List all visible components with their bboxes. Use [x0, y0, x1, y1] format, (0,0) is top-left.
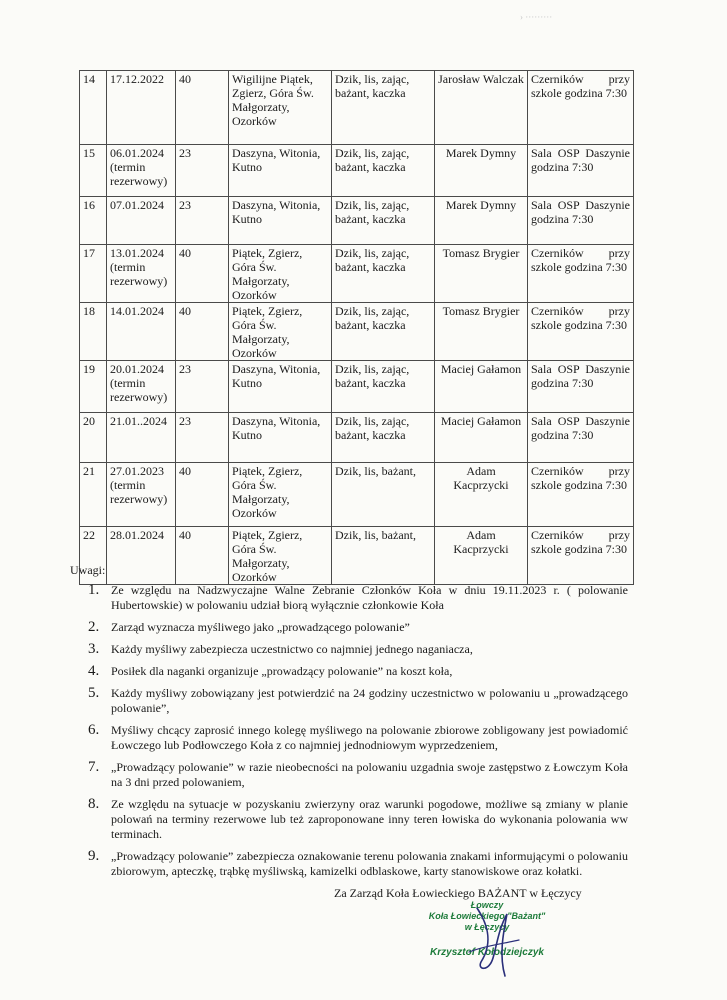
- cell-number: 21: [80, 463, 107, 527]
- cell-meeting-place: Sala OSP Daszynie godzina 7:30: [528, 361, 634, 413]
- signature-stroke: [477, 908, 507, 976]
- cell-date: 07.01.2024: [107, 197, 176, 245]
- note-text: „Prowadzący polowanie” w razie nieobecności na polowaniu uzgadnia swoje zastępstwo z Łowczym Koła na 3 dni przed polowaniem,: [111, 760, 628, 789]
- notes-list: [88, 583, 628, 886]
- signature-flourish: [469, 940, 519, 952]
- signature-caption: Za Zarząd Koła Łowieckiego BAŻANT w Łęczycy: [334, 886, 582, 900]
- cell-leader: Adam Kacprzycki: [435, 463, 528, 527]
- note-item: [88, 849, 628, 879]
- cell-date: 28.01.2024: [107, 527, 176, 585]
- note-number: 3.: [88, 641, 100, 657]
- table-row: [80, 145, 634, 197]
- faint-header-mark: › ·········: [520, 12, 553, 22]
- note-text: „Prowadzący polowanie” zabezpiecza oznakowanie terenu polowania znakami informującymi o polowaniu zbiorowym, apteczkę, trąbkę myśliwską, kamizelki odblaskowe, karty stanowiskowe oraz kołatki.: [111, 849, 628, 878]
- cell-participants: 23: [176, 413, 229, 463]
- table-row: [80, 463, 634, 527]
- stamp-line-title: Łowczy: [470, 900, 504, 910]
- note-number: 7.: [88, 759, 100, 775]
- note-text: Ze względu na sytuacje w pozyskaniu zwierzyny oraz warunki pogodowe, możliwe są zmiany w planie polowań na terminy rezerwowe lub też zaproponowane inny teren łowiska do wykonania polowania ww terminach.: [111, 797, 628, 841]
- cell-game: Dzik, lis, zając, bażant, kaczka: [332, 303, 435, 361]
- cell-number: 15: [80, 145, 107, 197]
- cell-game: Dzik, lis, zając, bażant, kaczka: [332, 361, 435, 413]
- table-row: [80, 527, 634, 585]
- cell-participants: 40: [176, 245, 229, 303]
- cell-number: 17: [80, 245, 107, 303]
- cell-number: 20: [80, 413, 107, 463]
- note-item: [88, 642, 628, 657]
- cell-participants: 23: [176, 145, 229, 197]
- cell-meeting-place: Czerników przy szkole godzina 7:30: [528, 245, 634, 303]
- cell-game: Dzik, lis, zając, bażant, kaczka: [332, 145, 435, 197]
- cell-number: 14: [80, 71, 107, 145]
- cell-leader: Jarosław Walczak: [435, 71, 528, 145]
- cell-game: Dzik, lis, zając, bażant, kaczka: [332, 197, 435, 245]
- table-row: [80, 303, 634, 361]
- note-number: 8.: [88, 796, 100, 812]
- cell-number: 22: [80, 527, 107, 585]
- cell-area: Daszyna, Witonia, Kutno: [229, 361, 332, 413]
- cell-area: Daszyna, Witonia, Kutno: [229, 197, 332, 245]
- cell-participants: 23: [176, 361, 229, 413]
- cell-meeting-place: Czerników przy szkole godzina 7:30: [528, 303, 634, 361]
- cell-date: 13.01.2024 (termin rezerwowy): [107, 245, 176, 303]
- note-text: Każdy myśliwy zabezpiecza uczestnictwo co najmniej jednego naganiacza,: [111, 642, 473, 656]
- note-number: 6.: [88, 722, 100, 738]
- cell-meeting-place: Czerników przy szkole godzina 7:30: [528, 527, 634, 585]
- cell-date: 14.01.2024: [107, 303, 176, 361]
- note-item: [88, 723, 628, 753]
- cell-leader: Marek Dymny: [435, 145, 528, 197]
- note-item: [88, 620, 628, 635]
- cell-meeting-place: Sala OSP Daszynie godzina 7:30: [528, 145, 634, 197]
- cell-date: 06.01.2024 (termin rezerwowy): [107, 145, 176, 197]
- note-text: Zarząd wyznacza myśliwego jako „prowadzącego polowanie”: [111, 620, 410, 634]
- cell-number: 18: [80, 303, 107, 361]
- cell-number: 19: [80, 361, 107, 413]
- cell-meeting-place: Sala OSP Daszynie godzina 7:30: [528, 413, 634, 463]
- stamp-line-town: w Łęczycy: [464, 922, 510, 932]
- hunt-schedule-rows: [80, 71, 634, 585]
- cell-leader: Maciej Gałamon: [435, 361, 528, 413]
- cell-meeting-place: Sala OSP Daszynie godzina 7:30: [528, 197, 634, 245]
- note-number: 2.: [88, 619, 100, 635]
- note-item: [88, 583, 628, 613]
- note-number: 9.: [88, 848, 100, 864]
- stamp-name: Krzysztof Kołodziejczyk: [430, 947, 544, 958]
- note-item: [88, 760, 628, 790]
- cell-participants: 40: [176, 463, 229, 527]
- note-text: Myśliwy chcący zaprosić innego kolegę myśliwego na polowanie zbiorowe zobligowany jest powiadomić Łowczego lub Podłowczego Koła z co najmniej jednodniowym wyprzedzeniem,: [111, 723, 628, 752]
- cell-leader: Tomasz Brygier: [435, 245, 528, 303]
- cell-meeting-place: Czerników przy szkole godzina 7:30: [528, 463, 634, 527]
- cell-date: 27.01.2023 (termin rezerwowy): [107, 463, 176, 527]
- cell-area: Piątek, Zgierz, Góra Św. Małgorzaty, Ozorków: [229, 303, 332, 361]
- note-number: 1.: [88, 582, 100, 598]
- note-item: [88, 686, 628, 716]
- note-number: 4.: [88, 663, 100, 679]
- table-row: [80, 245, 634, 303]
- cell-leader: Marek Dymny: [435, 197, 528, 245]
- cell-area: Piątek, Zgierz, Góra Św. Małgorzaty, Ozorków: [229, 527, 332, 585]
- cell-area: Piątek, Zgierz, Góra Św. Małgorzaty, Ozorków: [229, 245, 332, 303]
- note-number: 5.: [88, 685, 100, 701]
- cell-participants: 23: [176, 197, 229, 245]
- cell-meeting-place: Czerników przy szkole godzina 7:30: [528, 71, 634, 145]
- cell-leader: Maciej Gałamon: [435, 413, 528, 463]
- cell-participants: 40: [176, 303, 229, 361]
- table-row: [80, 361, 634, 413]
- cell-participants: 40: [176, 71, 229, 145]
- cell-area: Daszyna, Witonia, Kutno: [229, 145, 332, 197]
- cell-date: 21.01..2024: [107, 413, 176, 463]
- cell-leader: Tomasz Brygier: [435, 303, 528, 361]
- hunt-schedule-table: [79, 70, 634, 585]
- cell-game: Dzik, lis, bażant,: [332, 463, 435, 527]
- cell-date: 20.01.2024 (termin rezerwowy): [107, 361, 176, 413]
- table-row: [80, 413, 634, 463]
- cell-leader: Adam Kacprzycki: [435, 527, 528, 585]
- cell-area: Daszyna, Witonia, Kutno: [229, 413, 332, 463]
- note-text: Posiłek dla naganki organizuje „prowadzący polowanie” na koszt koła,: [111, 664, 453, 678]
- note-text: Ze względu na Nadzwyczajne Walne Zebranie Członków Koła w dniu 19.11.2023 r. ( polowanie Hubertowskie) w polowaniu udział biorą wyłącznie członkowie Koła: [111, 583, 628, 612]
- handwritten-signature: [455, 900, 535, 980]
- cell-game: Dzik, lis, bażant,: [332, 527, 435, 585]
- table-row: [80, 197, 634, 245]
- stamp-line-club: Koła Łowieckiego "Bażant": [428, 911, 546, 921]
- cell-participants: 40: [176, 527, 229, 585]
- cell-game: Dzik, lis, zając, bażant, kaczka: [332, 413, 435, 463]
- cell-area: Wigilijne Piątek, Zgierz, Góra Św. Małgorzaty, Ozorków: [229, 71, 332, 145]
- cell-game: Dzik, lis, zając, bażant, kaczka: [332, 245, 435, 303]
- note-item: [88, 664, 628, 679]
- cell-area: Piątek, Zgierz, Góra Św. Małgorzaty, Ozorków: [229, 463, 332, 527]
- note-item: [88, 797, 628, 842]
- cell-number: 16: [80, 197, 107, 245]
- cell-date: 17.12.2022: [107, 71, 176, 145]
- notes-title: Uwagi:: [70, 563, 106, 577]
- cell-game: Dzik, lis, zając, bażant, kaczka: [332, 71, 435, 145]
- note-text: Każdy myśliwy zobowiązany jest potwierdzić na 24 godziny uczestnictwo w polowaniu u „prowadzącego polowanie”,: [111, 686, 628, 715]
- table-row: [80, 71, 634, 145]
